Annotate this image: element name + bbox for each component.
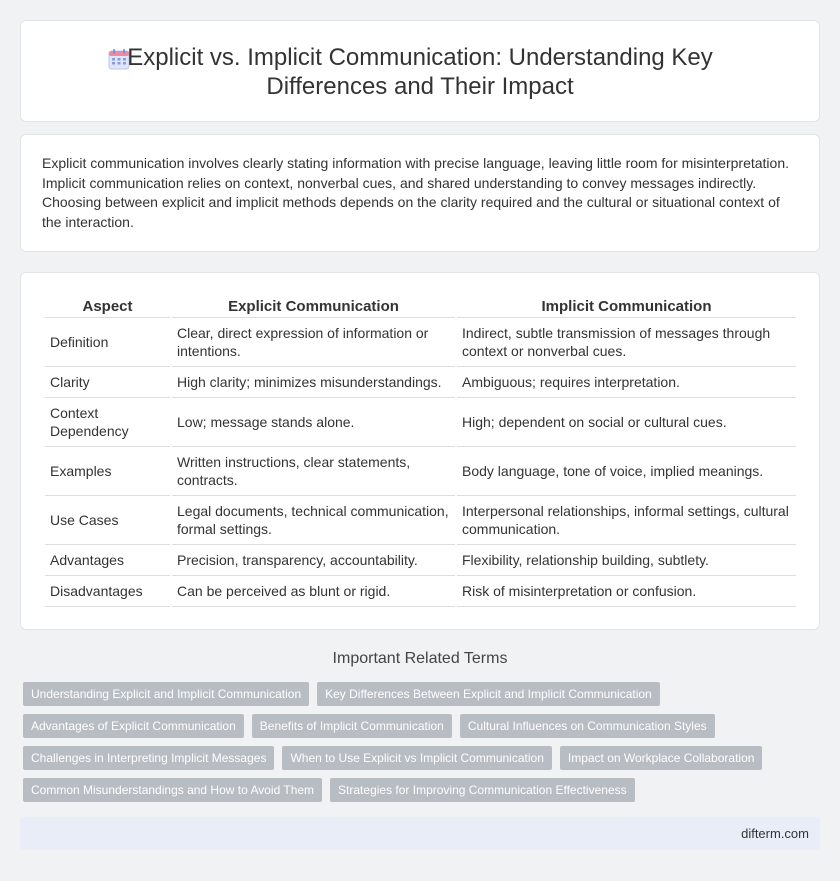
footer	[20, 817, 820, 850]
related-term-link[interactable]: Challenges in Interpreting Implicit Messages	[23, 746, 274, 770]
intro-paragraph: Explicit communication involves clearly stating information with precise language, leaving little room for misinterpretation. Implicit communication relies on context, nonverbal cues, and shared understanding to convey messages indirectly. Choosing between explicit and implicit methods depends on the clarity required and the cultural or situational context of the interaction.	[42, 155, 790, 230]
table-row	[45, 318, 796, 367]
cell-implicit: Ambiguous; requires interpretation.	[457, 367, 796, 398]
cell-aspect: Definition	[45, 318, 170, 367]
related-term-link[interactable]: Common Misunderstandings and How to Avoid Them	[23, 778, 322, 802]
header-explicit: Explicit Communication	[172, 295, 455, 318]
cell-implicit: Body language, tone of voice, implied meanings.	[457, 447, 796, 496]
cell-explicit: Clear, direct expression of information or intentions.	[172, 318, 455, 367]
cell-explicit: Low; message stands alone.	[172, 398, 455, 447]
tag-row	[23, 778, 823, 802]
related-term-link[interactable]: Strategies for Improving Communication Effectiveness	[330, 778, 635, 802]
cell-explicit: Written instructions, clear statements, contracts.	[172, 447, 455, 496]
cell-aspect: Use Cases	[45, 496, 170, 545]
cell-explicit: Precision, transparency, accountability.	[172, 545, 455, 576]
table-row	[45, 447, 796, 496]
tag-row	[23, 714, 823, 738]
comparison-card	[20, 272, 820, 630]
table-row	[45, 496, 796, 545]
cell-aspect: Advantages	[45, 545, 170, 576]
cell-aspect: Examples	[45, 447, 170, 496]
cell-implicit: High; dependent on social or cultural cues.	[457, 398, 796, 447]
related-term-link[interactable]: Key Differences Between Explicit and Implicit Communication	[317, 682, 660, 706]
intro-card	[20, 134, 820, 252]
table-row	[45, 367, 796, 398]
related-term-link[interactable]: Impact on Workplace Collaboration	[560, 746, 763, 770]
table-row	[45, 576, 796, 607]
related-terms-list	[23, 682, 823, 810]
cell-explicit: Legal documents, technical communication, formal settings.	[172, 496, 455, 545]
cell-aspect: Clarity	[45, 367, 170, 398]
page-title: Explicit vs. Implicit Communication: Understanding Key Differences and Their Impact	[127, 44, 713, 100]
cell-explicit: Can be perceived as blunt or rigid.	[172, 576, 455, 607]
comparison-table	[43, 295, 798, 607]
header-aspect: Aspect	[45, 295, 170, 318]
cell-aspect: Disadvantages	[45, 576, 170, 607]
table-header-row	[45, 295, 796, 318]
table-row	[45, 545, 796, 576]
related-term-link[interactable]: Cultural Influences on Communication Styles	[460, 714, 715, 738]
related-term-link[interactable]: Understanding Explicit and Implicit Communication	[23, 682, 309, 706]
related-term-link[interactable]: Benefits of Implicit Communication	[252, 714, 452, 738]
related-term-link[interactable]: When to Use Explicit vs Implicit Communication	[282, 746, 551, 770]
header-implicit: Implicit Communication	[457, 295, 796, 318]
cell-explicit: High clarity; minimizes misunderstandings.	[172, 367, 455, 398]
tag-row	[23, 746, 823, 770]
footer-site-link[interactable]: difterm.com	[741, 826, 809, 841]
title-card	[20, 20, 820, 122]
cell-aspect: Context Dependency	[45, 398, 170, 447]
cell-implicit: Risk of misinterpretation or confusion.	[457, 576, 796, 607]
cell-implicit: Interpersonal relationships, informal settings, cultural communication.	[457, 496, 796, 545]
table-row	[45, 398, 796, 447]
tag-row	[23, 682, 823, 706]
related-terms-heading: Important Related Terms	[332, 650, 508, 667]
related-term-link[interactable]: Advantages of Explicit Communication	[23, 714, 244, 738]
cell-implicit: Flexibility, relationship building, subtlety.	[457, 545, 796, 576]
cell-implicit: Indirect, subtle transmission of messages through context or nonverbal cues.	[457, 318, 796, 367]
